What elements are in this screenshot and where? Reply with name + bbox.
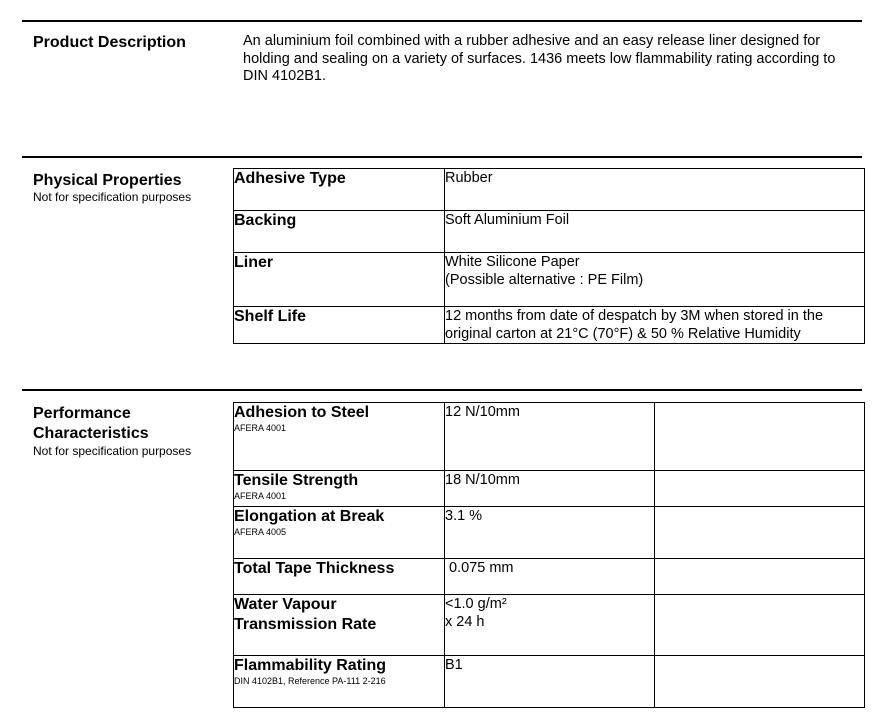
property-label: Tensile Strength [234,472,359,489]
property-label: Total Tape Thickness [234,560,395,577]
physical-properties-heading: Physical Properties [33,172,182,189]
property-value: Soft Aluminium Foil [445,212,570,228]
property-label: Adhesive Type [234,170,346,187]
table-row [234,559,865,595]
property-value: 3.1 % [445,508,483,524]
property-value: 12 months from date of despatch by 3M when stored in the [445,308,824,324]
test-method: AFERA 4005 [234,527,287,537]
table-row [234,656,865,708]
property-label: Transmission Rate [234,616,377,633]
table-row [234,507,865,559]
physical-properties-table [233,168,865,344]
table-row [234,471,865,507]
property-value: original carton at 21°C (70°F) & 50 % Relative Humidity [445,326,801,342]
physical-properties-subtitle: Not for specification purposes [33,190,192,204]
table-row [234,403,865,471]
table-row [234,169,865,211]
table-row [234,211,865,253]
property-value: 0.075 mm [445,560,514,576]
property-label: Liner [234,254,274,271]
table-row [234,595,865,656]
table-row [234,307,865,344]
table-row [234,253,865,307]
performance-table [233,402,865,708]
property-label: Water Vapour [234,596,337,613]
property-value: <1.0 g/m² [445,596,507,612]
property-value: B1 [445,657,463,673]
property-value: White Silicone Paper [445,254,580,270]
empty-cell [655,656,865,708]
empty-cell [655,403,865,471]
test-method: AFERA 4001 [234,491,287,501]
physical-properties-rule [22,156,862,158]
test-method: DIN 4102B1, Reference PA-111 2-216 [234,676,386,686]
performance-subtitle: Not for specification purposes [33,444,192,458]
empty-cell [655,595,865,656]
property-value: 18 N/10mm [445,472,520,488]
empty-cell [655,559,865,595]
product-description-text: An aluminium foil combined with a rubber adhesive and an easy release liner designed for holding and sealing on a variety of surfaces. 1436 meets low flammability rating according to DIN 4102B1. [243,33,836,84]
property-value: 12 N/10mm [445,404,520,420]
property-label: Elongation at Break [234,508,385,525]
property-value: Rubber [445,170,493,186]
property-label: Backing [234,212,297,229]
property-label: Adhesion to Steel [234,404,370,421]
empty-cell [655,471,865,507]
property-label: Flammability Rating [234,657,387,674]
product-description-heading: Product Description [33,34,186,51]
performance-heading-line-1: Performance [33,405,131,422]
property-label: Shelf Life [234,308,307,325]
property-value: (Possible alternative : PE Film) [445,272,644,288]
test-method: AFERA 4001 [234,423,287,433]
performance-heading-line-2: Characteristics [33,425,149,442]
property-value: x 24 h [445,614,485,630]
performance-rule [22,389,862,391]
top-rule [22,20,862,22]
empty-cell [655,507,865,559]
